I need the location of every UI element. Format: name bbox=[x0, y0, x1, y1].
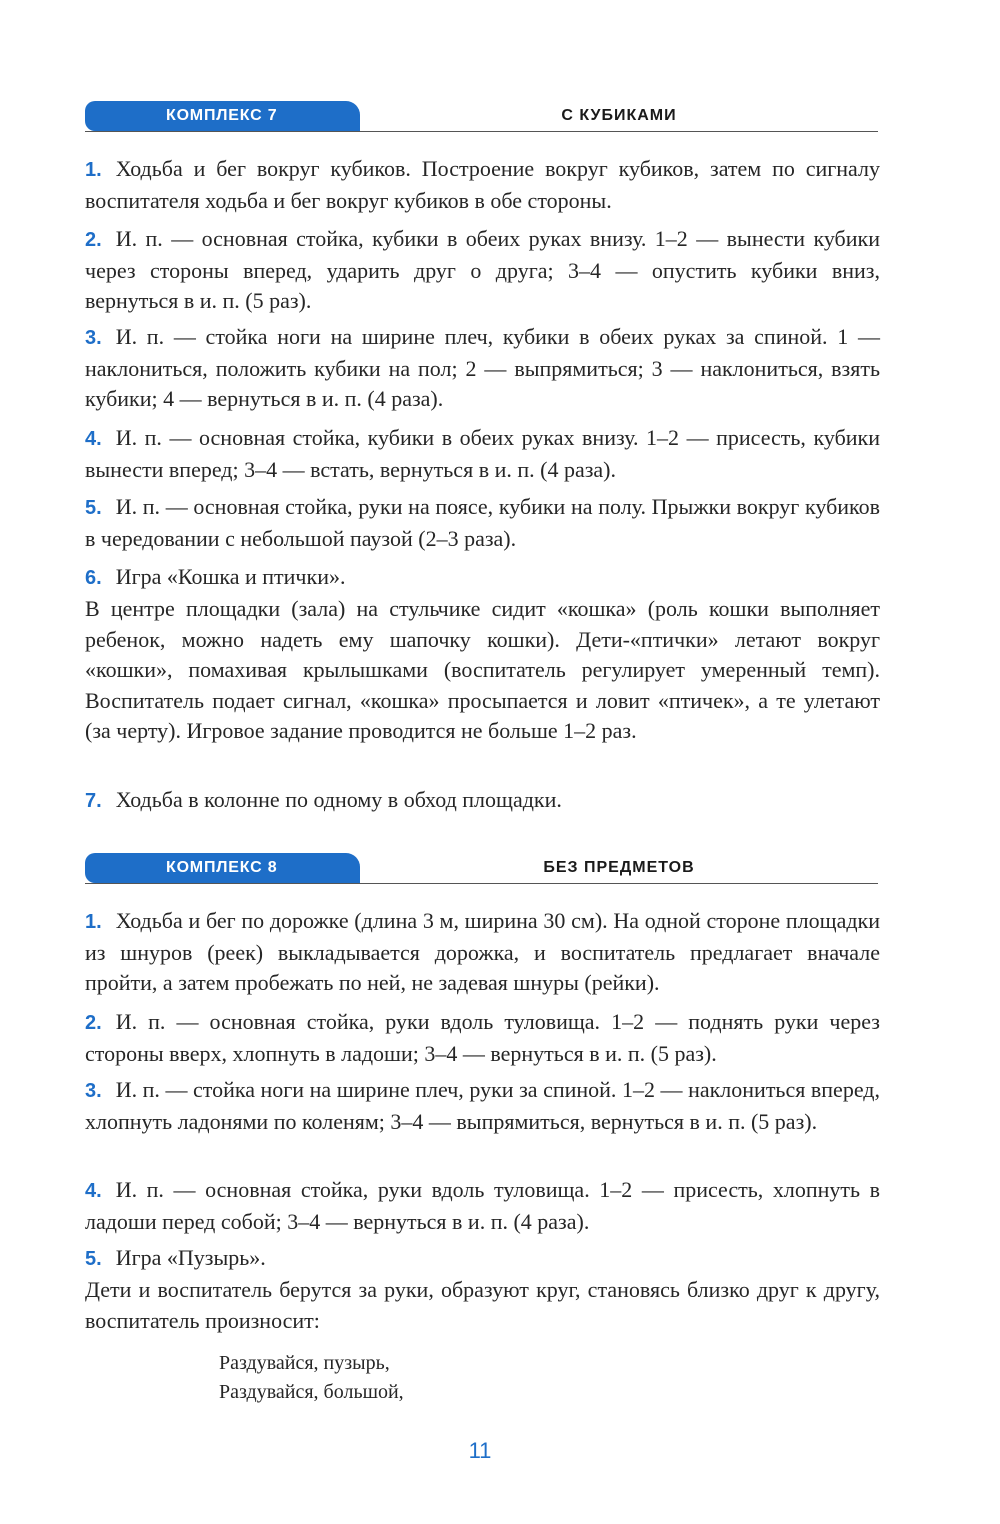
item-text: И. п. — стойка ноги на ширине плеч, руки за спиной. 1–2 — наклониться вперед, хлопнуть ладонями по коленям; 3–4 — выпрямиться, вернуться в и. п. (5 раз). bbox=[85, 1077, 880, 1134]
item-number: 7. bbox=[85, 790, 102, 812]
complex-7-item-6 bbox=[85, 562, 880, 594]
item-text: В центре площадки (зала) на стульчике сидит «кошка» (роль кошки выполняет ребенок, можно надеть ему шапочку кошки). Дети-«птички» летают вокруг «кошки», помахивая крылышками (воспитатель регулирует умеренный темп). Воспитатель подает сигнал, «кошка» просыпается и ловит «птичек», а те улетают (за черту). Игровое задание проводится не больше 1–2 раз. bbox=[85, 596, 880, 743]
item-text: И. п. — основная стойка, руки вдоль туловища. 1–2 — присесть, хлопнуть в ладоши перед собой; 3–4 — вернуться в и. п. (4 раза). bbox=[85, 1177, 880, 1234]
complex-8-item-2 bbox=[85, 1007, 880, 1069]
header-rule bbox=[85, 883, 878, 884]
item-text: И. п. — стойка ноги на ширине плеч, кубики в обеих руках за спиной. 1 — наклониться, положить кубики на пол; 2 — выпрямиться; 3 — наклониться, взять кубики; 4 — вернуться в и. п. (4 раза). bbox=[85, 324, 880, 411]
complex-7-item-7 bbox=[85, 785, 880, 817]
complex-7-item-3 bbox=[85, 322, 880, 415]
item-number: 4. bbox=[85, 428, 102, 450]
complex-8-tab: КОМПЛЕКС 8 bbox=[85, 853, 360, 883]
item-number: 3. bbox=[85, 1080, 102, 1102]
header-rule bbox=[85, 131, 878, 132]
item-number: 5. bbox=[85, 1248, 102, 1270]
item-text: И. п. — основная стойка, кубики в обеих руках внизу. 1–2 — вынести кубики через стороны вперед, ударить друг о друга; 3–4 — опустить кубики вниз, вернуться в и. п. (5 раз). bbox=[85, 226, 880, 313]
item-number: 1. bbox=[85, 911, 102, 933]
item-number: 4. bbox=[85, 1180, 102, 1202]
complex-8-item-3 bbox=[85, 1075, 880, 1137]
complex-8-item-4 bbox=[85, 1175, 880, 1237]
complex-7-item-4 bbox=[85, 423, 880, 485]
item-number: 2. bbox=[85, 1012, 102, 1034]
item-text: Ходьба в колонне по одному в обход площадки. bbox=[115, 787, 562, 812]
complex-7-header bbox=[85, 101, 878, 133]
item-text: И. п. — основная стойка, кубики в обеих руках внизу. 1–2 — присесть, кубики вынести вперед; 3–4 — встать, вернуться в и. п. (4 раза). bbox=[85, 425, 880, 482]
item-number: 5. bbox=[85, 497, 102, 519]
item-number: 3. bbox=[85, 327, 102, 349]
complex-7-tab: КОМПЛЕКС 7 bbox=[85, 101, 360, 131]
item-text: Игра «Пузырь». bbox=[115, 1245, 266, 1270]
page-number: 11 bbox=[468, 1438, 492, 1463]
complex-8-header bbox=[85, 853, 878, 885]
item-text: Ходьба и бег вокруг кубиков. Построение вокруг кубиков, затем по сигналу воспитателя ходьба и бег вокруг кубиков в обе стороны. bbox=[85, 156, 880, 213]
complex-7-item-2 bbox=[85, 224, 880, 317]
item-number: 6. bbox=[85, 567, 102, 589]
item-number: 2. bbox=[85, 229, 102, 251]
complex-7-game-description bbox=[85, 594, 880, 747]
poem-line: Раздувайся, пузырь, bbox=[219, 1352, 390, 1374]
item-text: И. п. — основная стойка, руки на поясе, кубики на полу. Прыжки вокруг кубиков в чередовании с небольшой паузой (2–3 раза). bbox=[85, 494, 880, 551]
complex-7-item-1 bbox=[85, 154, 880, 216]
item-text: Дети и воспитатель берутся за руки, образуют круг, становясь близко друг к другу, воспитатель произносит: bbox=[85, 1277, 880, 1333]
complex-8-item-5 bbox=[85, 1243, 880, 1275]
poem bbox=[219, 1349, 404, 1407]
item-number: 1. bbox=[85, 159, 102, 181]
poem-line: Раздувайся, большой, bbox=[219, 1381, 404, 1403]
complex-8-topic: БЕЗ ПРЕДМЕТОВ bbox=[543, 859, 695, 876]
complex-8-game-description bbox=[85, 1275, 880, 1336]
complex-7-topic: С КУБИКАМИ bbox=[561, 107, 677, 124]
complex-8-item-1 bbox=[85, 906, 880, 999]
item-text: Ходьба и бег по дорожке (длина 3 м, ширина 30 см). На одной стороне площадки из шнуров (реек) выкладывается дорожка, и воспитатель предлагает вначале пройти, а затем пробежать по ней, не задевая шнуры (рейки). bbox=[85, 908, 880, 995]
item-text: И. п. — основная стойка, руки вдоль туловища. 1–2 — поднять руки через стороны вверх, хлопнуть в ладоши; 3–4 — вернуться в и. п. (5 раз). bbox=[85, 1009, 880, 1066]
item-text: Игра «Кошка и птички». bbox=[115, 564, 346, 589]
complex-7-item-5 bbox=[85, 492, 880, 554]
